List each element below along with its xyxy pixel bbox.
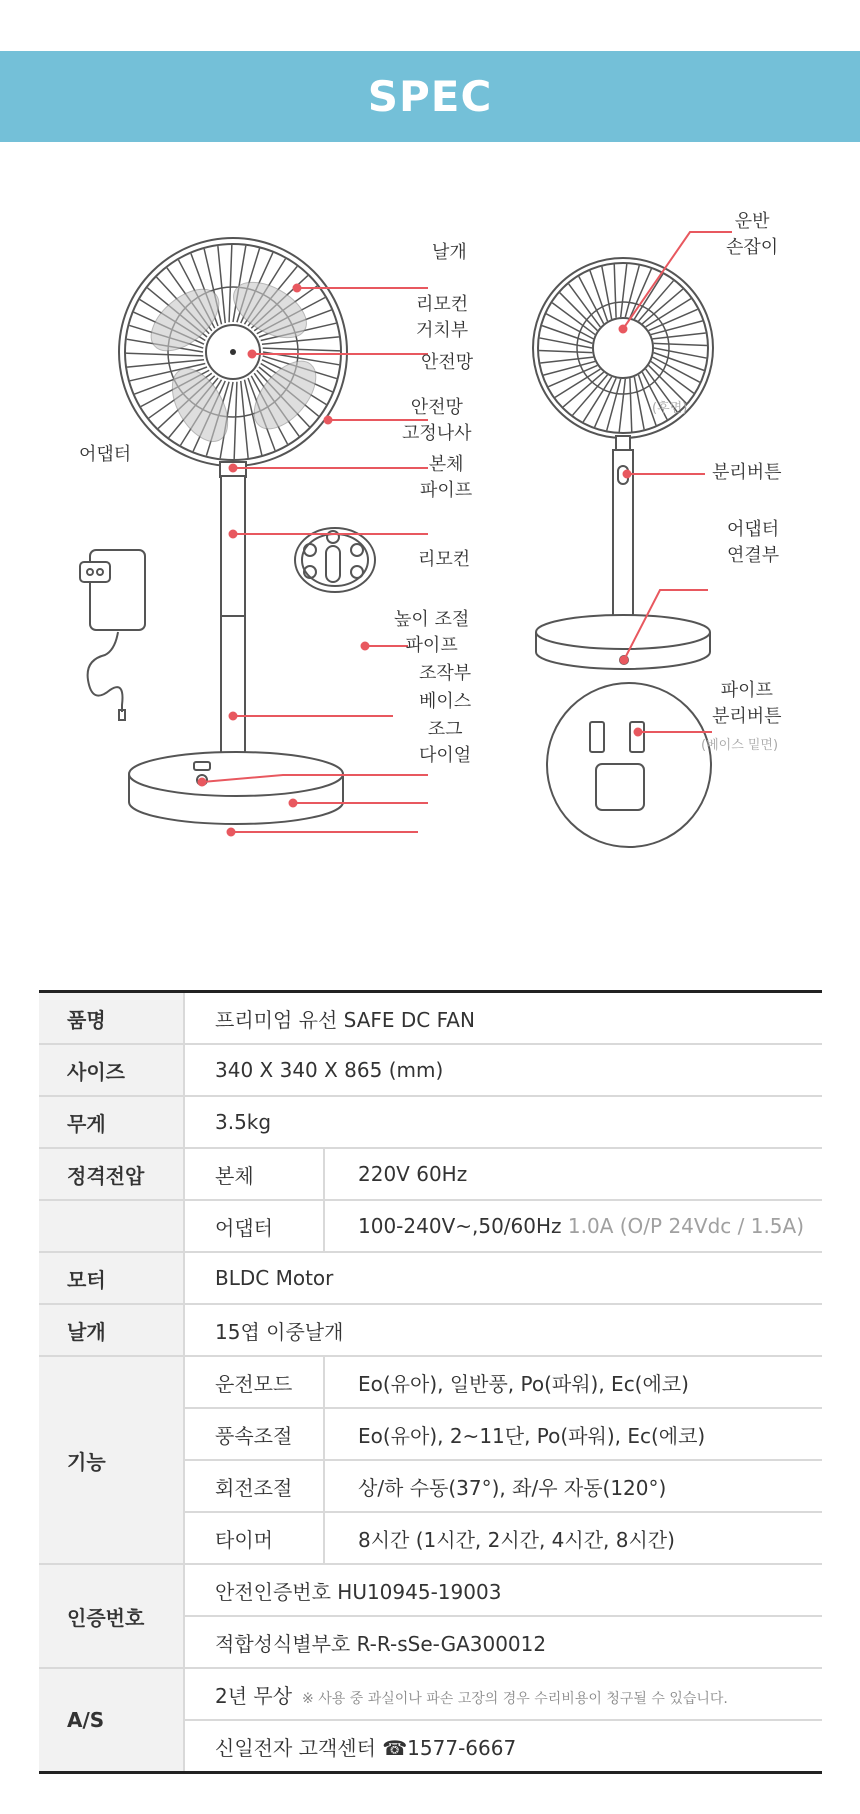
label-blade: 날개: [39, 1304, 184, 1356]
label-height-pipe: 높이 조절 파이프: [394, 609, 470, 656]
value-weight: 3.5kg: [184, 1096, 822, 1148]
label-remote-holder: 리모컨 거치부: [416, 294, 469, 341]
label-function-mode: 운전모드: [184, 1356, 324, 1408]
table-row: [39, 1304, 822, 1356]
label-control-panel: 조작부: [419, 663, 472, 684]
label-carry-handle: 운반 손잡이: [726, 211, 779, 258]
guard-spoke: [540, 357, 593, 363]
warranty-note: ※ 사용 중 과실이나 파손 고장의 경우 수리비용이 청구될 수 있습니다.: [302, 1690, 728, 1707]
label-body-pipe: 본체 파이프: [420, 454, 473, 501]
value-warranty: [184, 1668, 822, 1720]
value-function-rotation: 상/하 수동(37°), 좌/우 자동(120°): [324, 1460, 822, 1512]
value-voltage-body: 220V 60Hz: [324, 1148, 822, 1200]
label-base: 베이스: [419, 691, 472, 712]
value-service-center: 신일전자 고객센터 ☎1577-6667: [215, 1735, 517, 1760]
guard-spoke: [540, 338, 592, 348]
label-pipe-detach-button: 파이프 분리버튼: [712, 680, 782, 727]
label-function-timer: 타이머: [184, 1512, 324, 1564]
table-row: [39, 992, 822, 1045]
label-voltage: 정격전압: [39, 1148, 184, 1200]
guard-spoke: [607, 379, 621, 430]
guard-spoke: [234, 382, 237, 459]
guard-spoke: [654, 343, 707, 345]
spec-banner: [0, 51, 860, 142]
label-detach-button: 분리버튼: [712, 462, 782, 483]
table-row: [39, 1564, 822, 1616]
table-row: [39, 1356, 822, 1408]
value-function-mode: Eo(유아), 일반풍, Po(파워), Ec(에코): [324, 1356, 822, 1408]
value-function-timer: 8시간 (1시간, 2시간, 4시간, 8시간): [324, 1512, 822, 1564]
label-weight: 무게: [39, 1096, 184, 1148]
guard-spoke: [539, 350, 592, 352]
remote-drawing: [295, 528, 375, 592]
label-motor: 모터: [39, 1252, 184, 1304]
table-row: [39, 1200, 822, 1252]
guard-spoke: [630, 378, 632, 431]
adapter-drawing: [80, 550, 145, 720]
guard-spoke: [621, 264, 627, 317]
warranty-text: 2년 무상: [215, 1683, 293, 1708]
guard-spoke: [229, 245, 232, 322]
table-row: [39, 1668, 822, 1720]
label-blade: 날개: [432, 242, 467, 263]
fan-diagram: [0, 150, 860, 950]
caption-rear: (후면): [652, 401, 688, 416]
value-safety-cert: 안전인증번호 HU10945-19003: [184, 1564, 822, 1616]
label-function: 기능: [39, 1356, 184, 1564]
label-certification: 인증번호: [39, 1564, 184, 1668]
banner-title: SPEC: [367, 72, 493, 121]
adapter-input: 100-240V~,50/60Hz: [358, 1214, 562, 1238]
value-size: 340 X 340 X 865 (mm): [184, 1044, 822, 1096]
label-product-name: 품명: [39, 992, 184, 1045]
label-as: A/S: [39, 1668, 184, 1773]
value-conformity-cert: 적합성식별부호 R-R-sSe-GA300012: [184, 1616, 822, 1668]
guard-spoke: [614, 264, 616, 317]
guard-spoke: [654, 348, 706, 358]
table-row: [39, 1252, 822, 1304]
label-function-rotation: 회전조절: [184, 1460, 324, 1512]
label-jog-dial: 조그 다이얼: [419, 719, 472, 766]
guard-spoke: [653, 333, 706, 339]
label-safety-net: 안전망: [421, 352, 474, 373]
label-voltage-adapter: 어댑터: [184, 1200, 324, 1252]
caption-base-bottom: (베이스 밑면): [701, 738, 779, 753]
adapter-output: 1.0A (O/P 24Vdc / 1.5A): [567, 1214, 805, 1238]
guard-spoke: [543, 361, 595, 375]
guard-spoke: [126, 353, 203, 356]
value-product-name: 프리미엄 유선 SAFE DC FAN: [184, 992, 822, 1045]
table-row: [39, 1096, 822, 1148]
table-row: [39, 1148, 822, 1200]
value-blade: 15엽 이중날개: [184, 1304, 822, 1356]
value-voltage-adapter: [324, 1200, 822, 1252]
label-adapter: 어댑터: [79, 444, 132, 465]
table-row: [39, 1044, 822, 1096]
label-remote: 리모컨: [418, 549, 471, 570]
label-function-speed: 풍속조절: [184, 1408, 324, 1460]
value-motor: BLDC Motor: [184, 1252, 822, 1304]
label-adapter-port: 어댑터 연결부: [727, 519, 780, 566]
label-voltage-body: 본체: [184, 1148, 324, 1200]
rear-fan-drawing: [533, 258, 713, 847]
guard-spoke: [619, 379, 625, 432]
value-function-speed: Eo(유아), 2~11단, Po(파워), Ec(에코): [324, 1408, 822, 1460]
spec-table: [39, 990, 822, 1774]
label-size: 사이즈: [39, 1044, 184, 1096]
guard-spoke: [263, 348, 340, 351]
label-safety-net-screw: 안전망 고정나사: [402, 397, 472, 444]
guard-spoke: [651, 321, 703, 335]
